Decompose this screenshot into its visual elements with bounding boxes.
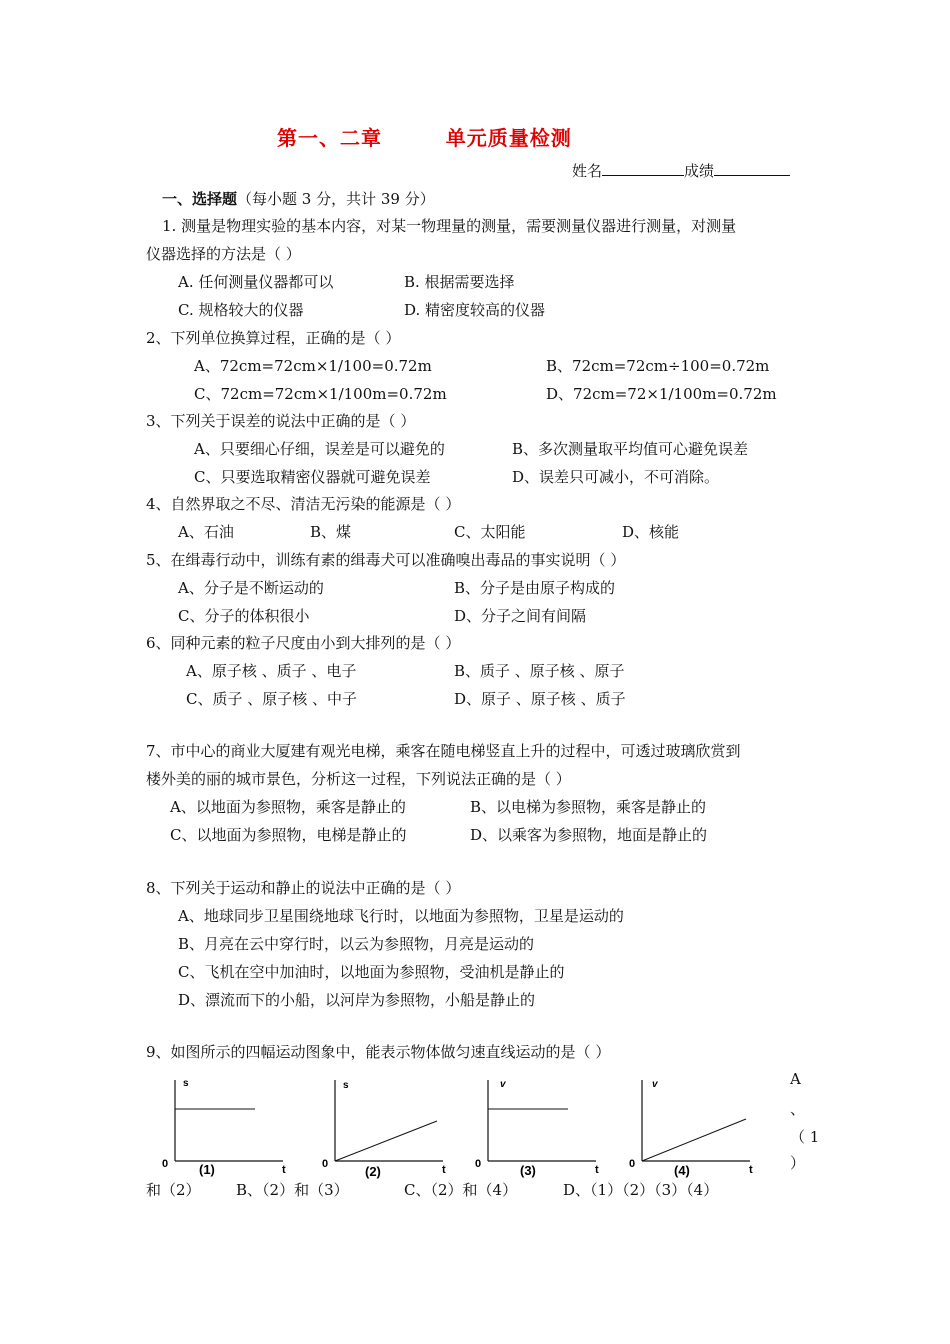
graph-3-origin: 0	[475, 1158, 482, 1170]
question-9-side-text-2: 、	[790, 1100, 806, 1118]
question-6-option-a[interactable]: A、原子核 、质子 、电子	[186, 662, 357, 680]
question-9-option-d[interactable]: D、（1）（2）（3）（4）	[563, 1181, 719, 1199]
question-9-side-text-1: A	[790, 1070, 801, 1088]
question-8-option-a[interactable]: A、地球同步卫星围绕地球飞行时，以地面为参照物，卫星是运动的	[178, 907, 624, 925]
question-6-stem: 6、同种元素的粒子尺度由小到大排列的是（ ）	[146, 634, 461, 652]
question-1-stem-line-2: 仪器选择的方法是（ ）	[146, 245, 301, 263]
graph-2-caption: (2)	[365, 1164, 381, 1179]
question-2-option-c[interactable]: C、72cm=72cm×1/100m=0.72m	[194, 385, 447, 403]
question-2-option-d[interactable]: D、72cm=72×1/100m=0.72m	[546, 385, 777, 403]
motion-graph-2	[317, 1072, 457, 1182]
question-3-option-d[interactable]: D、误差只可减小，不可消除。	[512, 468, 720, 486]
question-3-option-b[interactable]: B、多次测量取平均值可心避免误差	[512, 440, 749, 458]
question-9-option-b[interactable]: B、（2）和（3）	[236, 1181, 349, 1199]
question-9-option-a-tail[interactable]: 和（2）	[146, 1181, 201, 1199]
question-8-stem: 8、下列关于运动和静止的说法中正确的是（ ）	[146, 879, 461, 897]
question-7-stem-line-1: 7、市中心的商业大厦建有观光电梯，乘客在随电梯竖直上升的过程中，可透过玻璃欣赏到	[146, 742, 741, 760]
graph-2-x-label: t	[442, 1164, 446, 1176]
question-1-option-b[interactable]: B. 根据需要选择	[404, 273, 515, 291]
question-2-option-b[interactable]: B、72cm=72cm÷100=0.72m	[546, 357, 770, 375]
question-7-option-a[interactable]: A、以地面为参照物，乘客是静止的	[170, 798, 406, 816]
page-title: 第一、二章 单元质量检测	[277, 126, 572, 150]
question-8-option-d[interactable]: D、漂流而下的小船，以河岸为参照物，小船是静止的	[178, 991, 536, 1009]
question-6-option-b[interactable]: B、质子 、原子核 、原子	[454, 662, 625, 680]
name-score-line	[572, 160, 790, 181]
question-9-stem: 9、如图所示的四幅运动图象中，能表示物体做匀速直线运动的是（ ）	[146, 1043, 611, 1061]
graph-4-x-label: t	[749, 1164, 753, 1176]
question-2-stem: 2、下列单位换算过程，正确的是（ ）	[146, 329, 401, 347]
question-8-option-c[interactable]: C、飞机在空中加油时，以地面为参照物，受油机是静止的	[178, 963, 565, 981]
question-3-stem: 3、下列关于误差的说法中正确的是（ ）	[146, 412, 416, 430]
graph-1-y-label: s	[183, 1078, 189, 1089]
question-1-option-c[interactable]: C. 规格较大的仪器	[178, 301, 304, 319]
question-3-option-a[interactable]: A、只要细心仔细，误差是可以避免的	[194, 440, 445, 458]
question-4-option-d[interactable]: D、核能	[622, 523, 680, 541]
question-9-side-text-3: （ 1	[790, 1128, 820, 1146]
question-4-option-b[interactable]: B、煤	[310, 523, 352, 541]
graph-3-x-label: t	[595, 1164, 599, 1176]
section-title: 一、选择题	[162, 190, 238, 208]
motion-graph-1	[157, 1072, 297, 1182]
question-1-option-d[interactable]: D. 精密度较高的仪器	[404, 301, 546, 319]
question-5-option-c[interactable]: C、分子的体积很小	[178, 607, 310, 625]
section-heading	[162, 188, 435, 209]
score-blank[interactable]	[714, 161, 790, 176]
name-label: 姓名	[572, 162, 603, 180]
name-blank[interactable]	[602, 161, 684, 176]
graph-2-origin: 0	[322, 1158, 329, 1170]
question-7-option-b[interactable]: B、以电梯为参照物，乘客是静止的	[470, 798, 707, 816]
question-9-option-c[interactable]: C、（2）和（4）	[404, 1181, 518, 1199]
score-label: 成绩	[684, 162, 715, 180]
graph-4-caption: (4)	[674, 1163, 690, 1178]
question-4-option-c[interactable]: C、太阳能	[454, 523, 526, 541]
question-7-option-d[interactable]: D、以乘客为参照物，地面是静止的	[470, 826, 708, 844]
question-5-option-a[interactable]: A、分子是不断运动的	[178, 579, 324, 597]
graph-4-origin: 0	[629, 1158, 636, 1170]
question-5-option-b[interactable]: B、分子是由原子构成的	[454, 579, 616, 597]
question-8-option-b[interactable]: B、月亮在云中穿行时，以云为参照物，月亮是运动的	[178, 935, 535, 953]
graph-1-caption: (1)	[199, 1162, 215, 1177]
graph-3-y-label: v	[500, 1079, 506, 1090]
question-5-option-d[interactable]: D、分子之间有间隔	[454, 607, 587, 625]
graph-2-y-label: s	[343, 1080, 349, 1091]
question-4-stem: 4、自然界取之不尽、清洁无污染的能源是（ ）	[146, 495, 461, 513]
question-3-option-c[interactable]: C、只要选取精密仪器就可避免误差	[194, 468, 431, 486]
question-1-option-a[interactable]: A. 任何测量仪器都可以	[178, 273, 334, 291]
graph-1-x-label: t	[282, 1164, 286, 1176]
question-6-option-c[interactable]: C、质子 、原子核 、中子	[186, 690, 358, 708]
question-7-option-c[interactable]: C、以地面为参照物，电梯是静止的	[170, 826, 407, 844]
question-2-option-a[interactable]: A、72cm=72cm×1/100=0.72m	[194, 357, 432, 375]
motion-graph-3	[470, 1072, 610, 1182]
question-9-side-text-4: ）	[790, 1154, 806, 1172]
graph-4-y-label: v	[652, 1079, 658, 1090]
question-6-option-d[interactable]: D、原子 、原子核 、质子	[454, 690, 626, 708]
question-7-stem-line-2: 楼外美的丽的城市景色，分析这一过程，下列说法正确的是（ ）	[146, 770, 571, 788]
question-5-stem: 5、在缉毒行动中，训练有素的缉毒犬可以准确嗅出毒品的事实说明（ ）	[146, 551, 626, 569]
question-1-stem-line-1: 1. 测量是物理实验的基本内容，对某一物理量的测量，需要测量仪器进行测量，对测量	[162, 217, 737, 235]
motion-graph-4	[624, 1072, 764, 1182]
question-4-option-a[interactable]: A、石油	[178, 523, 234, 541]
graph-3-caption: (3)	[520, 1163, 536, 1178]
section-note: （每小题 3 分，共计 39 分）	[237, 190, 435, 208]
graph-1-origin: 0	[162, 1158, 169, 1170]
